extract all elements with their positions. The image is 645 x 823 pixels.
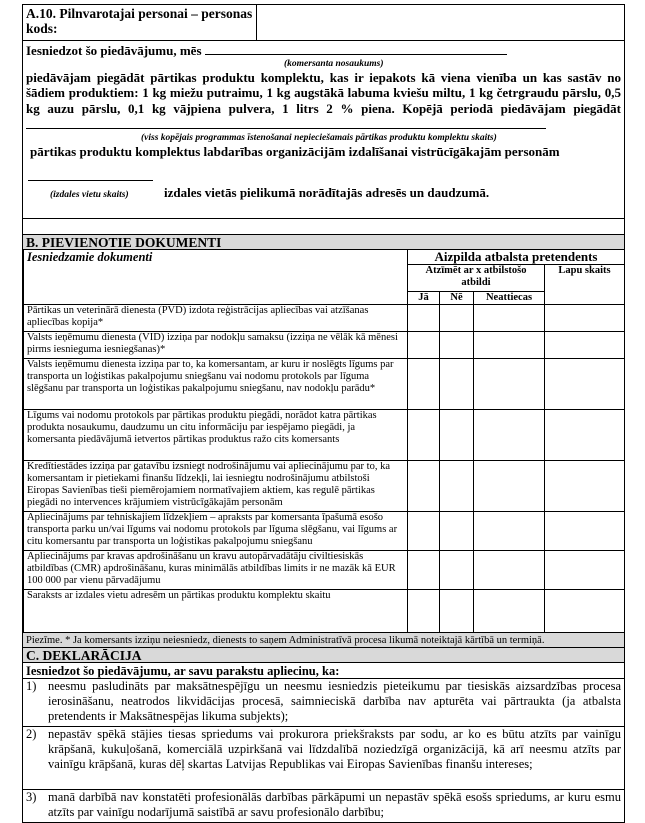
declaration-item-text: nepastāv spēkā stājies tiesas spriedums vai prokurora priekšraksts par sodu, ar ko es būtu atzīts par vainīgu krāpšanā, kukuļošanā, komerciālā uzpirkšanā vai līdzdalībā noziedzīgā organizācijā, kā arī neesmu atzīts par vainīgu krāpšanā, kuras dēļ skartas Latvijas Republikas vai Eiropas Savienības finanšu intereses; — [48, 727, 621, 771]
pages-count-cell[interactable] — [545, 410, 625, 461]
no-checkbox-cell[interactable] — [440, 461, 474, 512]
declaration-item — [23, 727, 624, 790]
yes-checkbox-cell[interactable] — [408, 461, 440, 512]
declaration-item — [23, 790, 624, 823]
col-documents-header: Iesniedzamie dokumenti — [24, 250, 408, 305]
documents-table — [23, 249, 625, 633]
yes-checkbox-cell[interactable] — [408, 551, 440, 590]
merchant-name-field[interactable] — [205, 42, 507, 55]
section-a10-row — [23, 5, 624, 41]
locations-text: izdales vietās pielikumā norādītajās adresēs un daudzumā. — [164, 184, 490, 200]
na-checkbox-cell[interactable] — [474, 461, 545, 512]
document-name: Saraksts ar izdales vietu adresēm un pārtikas produktu komplektu skaitu — [24, 590, 408, 633]
table-row — [24, 551, 625, 590]
pages-count-cell[interactable] — [545, 590, 625, 633]
yes-checkbox-cell[interactable] — [408, 512, 440, 551]
pages-count-cell[interactable] — [545, 512, 625, 551]
document-name: Apliecinājums par kravas apdrošināšanu un kravu autopārvadātāju civiltiesiskās atbildības (CMR) apdrošināšanu, kuras minimālās atbildības limits ir ne mazāk kā EUR 100 000 par vienu pārvadājumu — [24, 551, 408, 590]
na-checkbox-cell[interactable] — [474, 332, 545, 359]
document-name: Valsts ieņēmumu dienesta (VID) izziņa par nodokļu samaksu (izziņa ne vēlāk kā mēnesi pirms iesnieguma iesniegšanas)* — [24, 332, 408, 359]
pages-count-cell[interactable] — [545, 305, 625, 332]
yes-checkbox-cell[interactable] — [408, 305, 440, 332]
no-checkbox-cell[interactable] — [440, 590, 474, 633]
col-pages-header: Lapu skaits — [545, 265, 625, 305]
locations-count-field[interactable] — [28, 174, 153, 181]
yes-checkbox-cell[interactable] — [408, 590, 440, 633]
no-checkbox-cell[interactable] — [440, 359, 474, 410]
recipients-text: pārtikas produktu komplektus labdarības organizācijām izdalīšanai vistrūcīgākajām personām — [30, 143, 560, 159]
statement-intro: Iesniedzot šo piedāvājumu, mēs — [26, 43, 202, 58]
pages-count-cell[interactable] — [545, 461, 625, 512]
na-checkbox-cell[interactable] — [474, 359, 545, 410]
table-row — [24, 590, 625, 633]
na-checkbox-cell[interactable] — [474, 551, 545, 590]
table-row — [24, 359, 625, 410]
declaration-item-number: 1) — [26, 679, 37, 693]
document-name: Apliecinājums par tehniskajiem līdzekļiem – apraksts par komersanta īpašumā esošo transporta parku un/vai līgums vai nodomu protokols par līguma slēgšanu, vai līgums ar citu komersantu par transporta un loģistikas pakalpojumu sniegšanu — [24, 512, 408, 551]
yes-checkbox-cell[interactable] — [408, 332, 440, 359]
offer-text: piedāvājam piegādāt pārtikas produktu komplektu, kas ir iepakots kā viena vienība un kas sastāv no šādiem produktiem: 1 kg miežu putraimu, 1 kg augstākā labuma kviešu miltu, 1 kg četrgraudu pārslu, 0,5 kg auzu pārslu, 0,1 kg vājpiena pulvera, 1 litrs 2 % piena. Kopējā periodā piedāvājam piegādāt — [26, 69, 621, 116]
no-checkbox-cell[interactable] — [440, 332, 474, 359]
pages-count-cell[interactable] — [545, 332, 625, 359]
section-b-title: B. PIEVIENOTIE DOKUMENTI — [23, 235, 624, 250]
table-row — [24, 305, 625, 332]
no-checkbox-cell[interactable] — [440, 305, 474, 332]
declaration-item — [23, 679, 624, 727]
table-row — [24, 332, 625, 359]
na-checkbox-cell[interactable] — [474, 305, 545, 332]
declaration-item-text: neesmu pasludināts par maksātnespējīgu un neesmu iesniedzis pieteikumu par tiesiskās aizsardzības procesa ierosināšanu, neatrodos likvidācijas procesā, saimnieciskā darbība nav apturēta vai pārtraukta (ja atbalsta pretendents ir Maksātnespējas likuma subjekts); — [48, 679, 621, 723]
no-checkbox-cell[interactable] — [440, 410, 474, 461]
document-name: Līgums vai nodomu protokols par pārtikas produktu piegādi, norādot katra pārtikas produkta nosaukumu, daudzumu un citu informāciju par iespējamo piegādi, ja komersanta piedāvājumā ietvertos pārtikas produktus ražo cits komersants — [24, 410, 408, 461]
col-applicant-header: Aizpilda atbalsta pretendents — [408, 250, 625, 265]
pages-count-cell[interactable] — [545, 551, 625, 590]
application-form — [22, 4, 625, 823]
document-name: Kredītiestādes izziņa par gatavību izsniegt nodrošinājumu vai apliecinājumu par to, ka komersantam ir pietiekami finanšu līdzekļi, lai iesniegtu nodrošinājumu atbilstoši Eiropas Savienības tieši piemērojamiem normatīvajiem aktiem, kas regulē pārtikas piegādi no intervences krājumiem vistrūcīgākajām personām — [24, 461, 408, 512]
na-checkbox-cell[interactable] — [474, 512, 545, 551]
yes-checkbox-cell[interactable] — [408, 359, 440, 410]
section-c-title: C. DEKLARĀCIJA — [23, 648, 624, 663]
section-a10-title: A.10. Pilnvarotajai personai – personas kods: — [23, 5, 257, 40]
yes-checkbox-cell[interactable] — [408, 410, 440, 461]
na-checkbox-cell[interactable] — [474, 410, 545, 461]
col-na-header: Neattiecas — [474, 292, 545, 305]
declaration-item-number: 2) — [26, 727, 37, 741]
table-row — [24, 461, 625, 512]
no-checkbox-cell[interactable] — [440, 512, 474, 551]
total-sets-field[interactable] — [26, 116, 546, 129]
offer-statement — [23, 41, 624, 219]
merchant-name-label: (komersanta nosaukums) — [284, 58, 384, 69]
total-sets-label: (viss kopējais programmas īstenošanai nepieciešamais pārtikas produktu komplektu skaits) — [141, 132, 497, 143]
declaration-item-number: 3) — [26, 790, 37, 804]
pages-count-cell[interactable] — [545, 359, 625, 410]
personal-code-field[interactable] — [257, 5, 624, 40]
spacer-row — [23, 219, 624, 235]
table-row — [24, 512, 625, 551]
locations-count-label: (izdales vietu skaits) — [50, 189, 129, 200]
declaration-item-text: manā darbībā nav konstatēti profesionālās darbības pārkāpumi un nepastāv spēkā esošs spriedums, ar kuru esmu atzīts par vainīgu nodarījumā saistībā ar savu profesionālo darbību; — [48, 790, 621, 819]
col-yes-header: Jā — [408, 292, 440, 305]
no-checkbox-cell[interactable] — [440, 551, 474, 590]
table-row — [24, 410, 625, 461]
declaration-intro: Iesniedzot šo piedāvājumu, ar savu parakstu apliecinu, ka: — [23, 663, 624, 679]
document-name: Pārtikas un veterinārā dienesta (PVD) izdota reģistrācijas apliecības vai atzīšanas apliecības kopija* — [24, 305, 408, 332]
col-mark-header: Atzīmēt ar x atbilstošo atbildi — [408, 265, 545, 292]
documents-note: Piezīme. * Ja komersants izziņu neiesniedz, dienests to saņem Administratīvā procesa likumā noteiktajā kārtībā un termiņā. — [23, 633, 624, 648]
document-name: Valsts ieņēmumu dienesta izziņa par to, ka komersantam, ar kuru ir noslēgts līgums par transporta un loģistikas pakalpojumu sniegšanu vai nodomu protokols par līguma slēgšanu par transporta un loģistikas pakalpojumu sniegšanu, nav nodokļu parādu* — [24, 359, 408, 410]
na-checkbox-cell[interactable] — [474, 590, 545, 633]
col-no-header: Nē — [440, 292, 474, 305]
